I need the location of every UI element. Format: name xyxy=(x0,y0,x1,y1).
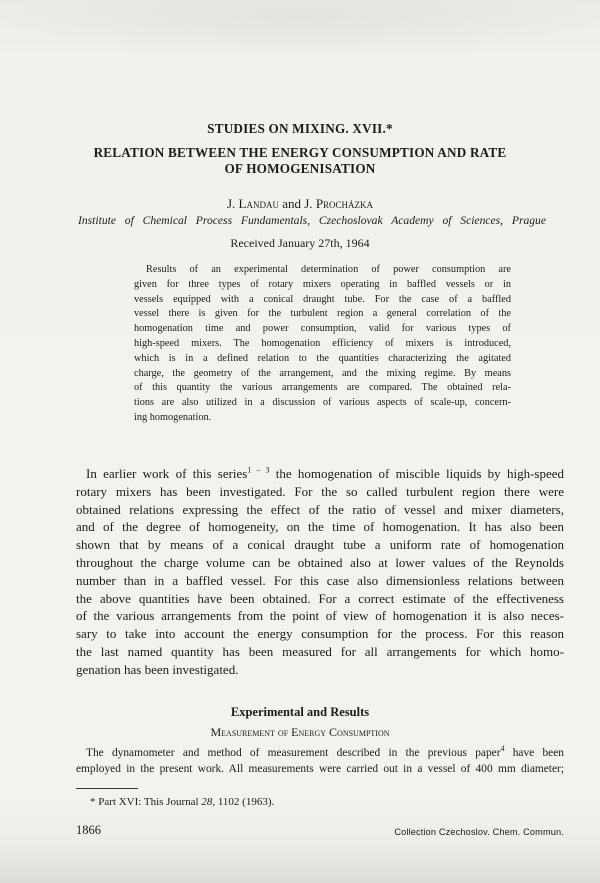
abstract-line: high-speed mixers. The homogenation efficiency of mixers is introduced, xyxy=(134,337,511,349)
intro-line: throughout the charge volume can be obtained also at lower values of the Reynolds xyxy=(76,554,564,570)
page-number: 1866 xyxy=(76,823,101,837)
intro-line: number than in a baffled vessel. For this case also dimensionless relations between xyxy=(76,572,564,588)
intro-line: obtained relations expressing the effect of the ratio of vessel and mixer diameters, xyxy=(76,501,564,517)
section-paragraph xyxy=(76,745,564,777)
scan-shadow-top xyxy=(0,0,600,60)
abstract-line: vessels equipped with a conical draught tube. For the case of a baffled xyxy=(134,293,511,305)
abstract-line: charge, the geometry of the arrangement, and the mixing regime. By means xyxy=(134,367,511,379)
abstract-line: which is in a defined relation to the quantities characterizing the agitated xyxy=(134,352,511,364)
intro-line: shown that by means of a conical draught tube a uniform rate of homogenation xyxy=(76,537,564,553)
section-heading: Experimental and Results xyxy=(230,705,370,719)
intro-text: In earlier work of this series xyxy=(86,466,248,481)
subsection-heading: Measurement of Energy Consumption xyxy=(210,725,390,739)
intro-line: the last named quantity has been measured for all arrangements for which homo- xyxy=(76,643,564,659)
intro-line: of the various arrangements from the point of view of homogenation it is also neces- xyxy=(76,608,564,624)
section-text: The dynamometer and method of measurement described in the previous paper xyxy=(86,747,501,759)
footnote-marker: * xyxy=(90,796,99,808)
journal-name: Collection Czechoslov. Chem. Commun. xyxy=(394,827,564,837)
paper-title-line-3: OF HOMOGENISATION xyxy=(224,161,376,176)
abstract-line: of this quantity the various arrangements are compared. The obtained rela- xyxy=(134,382,511,394)
received-date: Received January 27th, 1964 xyxy=(230,236,370,250)
section-line xyxy=(76,745,564,761)
footnote-volume: 28 xyxy=(201,796,213,808)
intro-line: genation has been investigated. xyxy=(76,661,239,677)
citation-ref: 4 xyxy=(500,744,505,754)
abstract-line: Results of an experimental determination of power consumption are xyxy=(146,264,511,275)
author-conjunction: and xyxy=(278,196,305,211)
institute-affiliation: Institute of Chemical Process Fundamentals, Czechoslovak Academy of Sciences, Prague xyxy=(78,214,546,227)
intro-paragraph xyxy=(76,465,564,679)
abstract-line: given for three types of rotary mixers operating in baffled vessels or in xyxy=(134,278,511,290)
intro-line: rotary mixers has been investigated. For the so called turbulent region there were xyxy=(76,483,564,499)
author-1-initial: J. xyxy=(226,196,239,211)
author-2-surname: Procházka xyxy=(315,196,374,211)
section-line: employed in the present work. All measurements were carried out in a vessel of 400 mm diameter; xyxy=(76,763,564,775)
intro-line: the above quantities have been obtained. For a correct estimate of the effectiveness xyxy=(76,590,564,606)
intro-line xyxy=(76,465,564,483)
intro-text: the homogenation of miscible liquids by high-speed xyxy=(269,466,565,481)
intro-line: sary to take into account the energy consumption for the process. For this reason xyxy=(76,626,564,642)
abstract-line: tions are also utilized in a discussion of various aspects of scale-up, concern- xyxy=(134,397,511,409)
abstract xyxy=(134,263,511,426)
author-1-surname: Landau xyxy=(238,196,279,211)
footnote-text: Part XVI: This Journal xyxy=(98,796,202,808)
paper-title-line-1: STUDIES ON MIXING. XVII.* xyxy=(207,121,393,136)
author-2-initial: J. xyxy=(304,196,316,211)
paper-title-line-2: RELATION BETWEEN THE ENERGY CONSUMPTION AND RATE xyxy=(93,145,507,160)
footnote xyxy=(90,795,274,809)
section-text: have been xyxy=(504,747,564,759)
intro-line: and of the degree of homogeneity, on the time of homogenation. It has also been xyxy=(76,519,564,535)
scan-shadow-bottom xyxy=(0,845,600,883)
citation-ref: 1 – 3 xyxy=(247,465,270,475)
author-line xyxy=(0,196,600,212)
abstract-line: ing homogenation. xyxy=(134,411,212,423)
abstract-line: homogenation time and power consumption, valid for various types of xyxy=(134,323,511,335)
footnote-divider xyxy=(76,788,138,789)
footnote-text: , 1102 (1963). xyxy=(212,796,275,808)
abstract-line: vessel there is given for the turbulent region a general correlation of the xyxy=(134,308,511,320)
